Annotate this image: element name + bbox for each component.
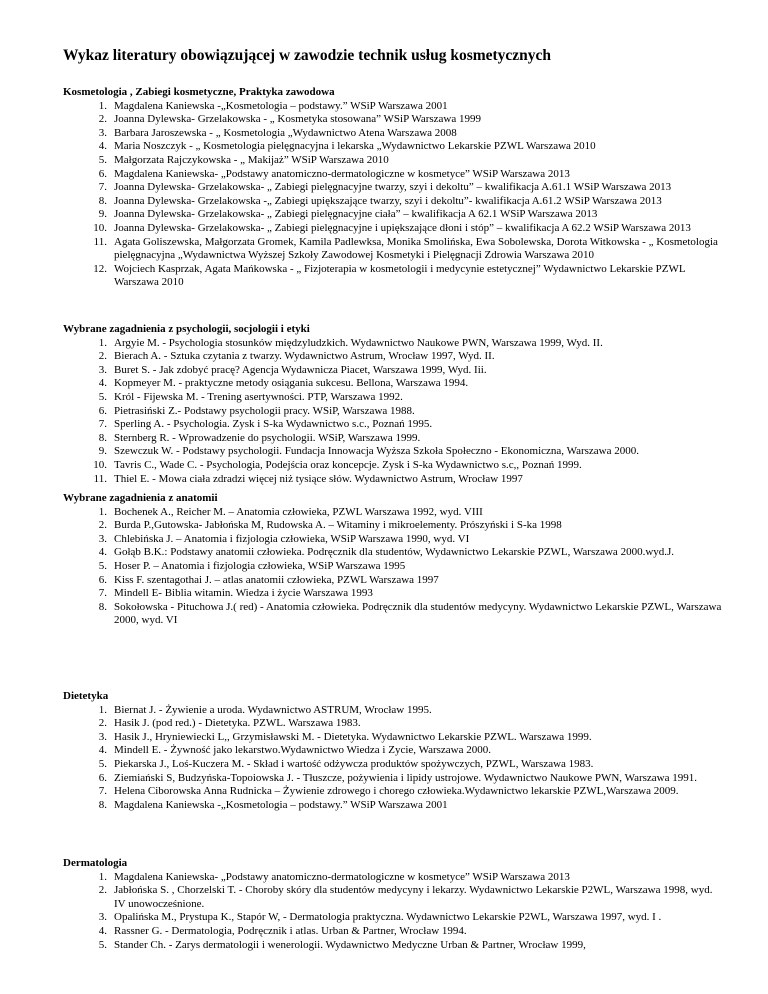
reference-number: 9. <box>98 208 107 221</box>
reference-number: 2. <box>98 113 107 126</box>
reference-text: Magdalena Kaniewska -„Kosmetologia – podstawy.” WSiP Warszawa 2001 <box>114 798 448 811</box>
reference-item <box>63 377 723 391</box>
reference-number: 8. <box>98 194 107 207</box>
reference-item <box>63 459 723 473</box>
reference-number: 4. <box>98 140 107 153</box>
section-title: Wybrane zagadnienia z anatomii <box>63 492 218 504</box>
reference-text: Joanna Dylewska- Grzelakowska- „ Zabiegi pielęgnacyjne i upiększające dłoni i stóp” – kwalifikacja A 62.2 WSiP Warszawa 2013 <box>114 221 691 234</box>
reference-item <box>63 236 723 263</box>
reference-item <box>63 519 723 533</box>
reference-number: 1. <box>98 99 107 112</box>
reference-item <box>63 704 723 718</box>
reference-text: Ziemiański S, Budzyńska-Topoiowska J. - Tłuszcze, pożywienia i lipidy ustrojowe. Wydawnictwo Naukowe PWN, Warszawa 1991. <box>114 771 698 784</box>
reference-item <box>63 222 723 236</box>
reference-text: Jabłońska S. , Chorzelski T. - Choroby skóry dla studentów medycyny i lekarzy. Wydawnictwo Lekarskie P2WL, Warszawa 1998, wyd. IV unowocześnione. <box>114 884 713 910</box>
reference-number: 8. <box>98 431 107 444</box>
reference-item <box>63 337 723 351</box>
reference-number: 3. <box>98 911 107 924</box>
reference-item <box>63 405 723 419</box>
reference-text: Sternberg R. - Wprowadzenie do psychologii. WSiP, Warszawa 1999. <box>114 431 421 444</box>
reference-number: 11. <box>93 472 107 485</box>
reference-number: 7. <box>98 181 107 194</box>
reference-number: 10. <box>93 458 107 471</box>
reference-number: 2. <box>98 717 107 730</box>
reference-list <box>63 871 723 953</box>
section-title: Dermatologia <box>63 857 128 869</box>
reference-item <box>63 445 723 459</box>
reference-list <box>63 337 723 487</box>
reference-item <box>63 263 723 290</box>
reference-text: Thiel E. - Mowa ciała zdradzi więcej niż tysiące słów. Wydawnictwo Astrum, Wrocław 1997 <box>114 472 523 485</box>
reference-text: Bochenek A., Reicher M. – Anatomia człowieka, PZWL Warszawa 1992, wyd. VIII <box>114 505 483 518</box>
reference-text: Maria Noszczyk - „ Kosmetologia pielęgnacyjna i lekarska „Wydawnictwo Lekarskie PZWL Warszawa 2010 <box>114 140 596 153</box>
reference-text: Bierach A. - Sztuka czytania z twarzy. Wydawnictwo Astrum, Wrocław 1997, Wyd. II. <box>114 350 495 363</box>
reference-text: Chlebińska J. – Anatomia i fizjologia człowieka, WSiP Warszawa 1990, wyd. VI <box>114 532 470 545</box>
reference-item <box>63 140 723 154</box>
reference-item <box>63 587 723 601</box>
reference-text: Magdalena Kaniewska- „Podstawy anatomiczno-dermatologiczne w kosmetyce” WSiP Warszawa 2013 <box>114 167 570 180</box>
reference-text: Król - Fijewska M. - Trening asertywności. PTP, Warszawa 1992. <box>114 390 403 403</box>
reference-text: Buret S. - Jak zdobyć pracę? Agencja Wydawnicza Piacet, Warszawa 1999, Wyd. Iii. <box>114 363 487 376</box>
reference-number: 7. <box>98 418 107 431</box>
reference-item <box>63 181 723 195</box>
reference-item <box>63 744 723 758</box>
reference-text: Burda P.,Gutowska- Jabłońska M, Rudowska A. – Witaminy i mikroelementy. Prószyński i S-ka 1998 <box>114 519 562 532</box>
reference-number: 6. <box>98 771 107 784</box>
reference-number: 5. <box>98 757 107 770</box>
reference-item <box>63 884 723 911</box>
reference-text: Sperling A. - Psychologia. Zysk i S-ka Wydawnictwo s.c., Poznań 1995. <box>114 418 433 431</box>
reference-number: 6. <box>98 404 107 417</box>
reference-item <box>63 925 723 939</box>
reference-number: 4. <box>98 924 107 937</box>
reference-number: 5. <box>98 938 107 951</box>
reference-number: 2. <box>98 884 107 897</box>
reference-text: Magdalena Kaniewska- „Podstawy anatomiczno-dermatologiczne w kosmetyce” WSiP Warszawa 2013 <box>114 870 570 883</box>
reference-number: 4. <box>98 546 107 559</box>
reference-number: 1. <box>98 703 107 716</box>
reference-item <box>63 350 723 364</box>
reference-item <box>63 731 723 745</box>
reference-number: 1. <box>98 870 107 883</box>
document-title: Wykaz literatury obowiązującej w zawodzie technik usług kosmetycznych <box>63 47 552 64</box>
reference-item <box>63 364 723 378</box>
reference-item <box>63 391 723 405</box>
reference-text: Kiss F. szentagothai J. – atlas anatomii człowieka, PZWL Warszawa 1997 <box>114 573 439 586</box>
reference-item <box>63 758 723 772</box>
reference-item <box>63 113 723 127</box>
reference-text: Helena Ciborowska Anna Rudnicka – Żywienie zdrowego i chorego człowieka.Wydawnictwo lekarskie PZWL,Warszawa 2009. <box>114 785 679 798</box>
reference-text: Magdalena Kaniewska -„Kosmetologia – podstawy.” WSiP Warszawa 2001 <box>114 99 448 112</box>
reference-item <box>63 799 723 813</box>
reference-text: Piekarska J., Loś-Kuczera M. - Skład i wartość odżywcza produktów spożywczych, PZWL, Warszawa 1983. <box>114 757 594 770</box>
reference-item <box>63 208 723 222</box>
reference-item <box>63 717 723 731</box>
reference-item <box>63 772 723 786</box>
reference-text: Barbara Jaroszewska - „ Kosmetologia „Wydawnictwo Atena Warszawa 2008 <box>114 126 457 139</box>
reference-item <box>63 154 723 168</box>
reference-text: Małgorzata Rajczykowska - „ Makijaż” WSiP Warszawa 2010 <box>114 153 389 166</box>
reference-text: Biernat J. - Żywienie a uroda. Wydawnictwo ASTRUM, Wrocław 1995. <box>114 703 432 716</box>
reference-item <box>63 418 723 432</box>
reference-item <box>63 195 723 209</box>
reference-number: 1. <box>98 336 107 349</box>
reference-number: 3. <box>98 730 107 743</box>
reference-item <box>63 168 723 182</box>
reference-item <box>63 871 723 885</box>
reference-number: 5. <box>98 390 107 403</box>
reference-item <box>63 533 723 547</box>
reference-number: 6. <box>98 573 107 586</box>
section-title: Dietetyka <box>63 690 109 702</box>
reference-number: 2. <box>98 350 107 363</box>
reference-number: 3. <box>98 363 107 376</box>
reference-item <box>63 432 723 446</box>
reference-list <box>63 506 723 628</box>
reference-list <box>63 100 723 290</box>
reference-number: 1. <box>98 505 107 518</box>
reference-number: 4. <box>98 377 107 390</box>
reference-number: 3. <box>98 126 107 139</box>
reference-text: Opalińska M., Prystupa K., Stapór W, - Dermatologia praktyczna. Wydawnictwo Lekarskie P2WL, Warszawa 1997, wyd. I . <box>114 911 662 924</box>
reference-item <box>63 574 723 588</box>
reference-number: 3. <box>98 532 107 545</box>
reference-number: 5. <box>98 153 107 166</box>
reference-text: Joanna Dylewska- Grzelakowska - „ Kosmetyka stosowana” WSiP Warszawa 1999 <box>114 113 482 126</box>
reference-text: Sokołowska - Pituchowa J.( red) - Anatomia człowieka. Podręcznik dla studentów medycyny. Wydawnictwo Lekarskie PZWL, Warszawa 2000, wyd. VI <box>114 600 722 627</box>
literature-section <box>63 857 723 952</box>
reference-item <box>63 785 723 799</box>
reference-text: Agata Goliszewska, Małgorzata Gromek, Kamila Padlewksa, Monika Smolińska, Ewa Sobolewska, Dorota Witkowska - „ Kosmetologia pielęgnacyjna „Wydawnictwa Wyższej Szkoły Zawodowej Kosmetyki i Pielęgnacji Zdrowia Warszawa 2010 <box>114 235 718 262</box>
reference-list <box>63 704 723 813</box>
reference-text: Tavris C., Wade C. - Psychologia, Podejścia oraz koncepcje. Zysk i S-ka Wydawnictwo s.c,, Poznań 1999. <box>114 458 582 471</box>
reference-text: Hasik J. (pod red.) - Dietetyka. PZWL. Warszawa 1983. <box>114 717 361 730</box>
reference-text: Wojciech Kasprzak, Agata Mańkowska - „ Fizjoterapia w kosmetologii i medycynie estetycznej” Wydawnictwo Lekarskie PZWL Warszawa 2010 <box>114 262 686 289</box>
reference-text: Joanna Dylewska- Grzelakowska- „ Zabiegi pielęgnacyjne twarzy, szyi i dekoltu” – kwalifikacja A.61.1 WSiP Warszawa 2013 <box>114 181 672 194</box>
reference-text: Joanna Dylewska- Grzelakowska -„ Zabiegi upiększające twarzy, szyi i dekoltu”- kwalifikacja A.61.2 WSiP Warszawa 2013 <box>114 194 662 207</box>
reference-text: Gołąb B.K.: Podstawy anatomii człowieka. Podręcznik dla studentów, Wydawnictwo Lekarskie PZWL, Warszawa 2000.wyd.J. <box>114 546 675 559</box>
reference-text: Rassner G. - Dermatologia, Podręcznik i atlas. Urban & Partner, Wrocław 1994. <box>114 924 467 937</box>
reference-text: Mindell E- Biblia witamin. Wiedza i życie Warszawa 1993 <box>114 587 373 600</box>
reference-text: Hasik J., Hryniewiecki L,, Grzymisławski M. - Dietetyka. Wydawnictwo Lekarskie PZWL. Warszawa 1999. <box>114 730 592 743</box>
reference-text: Szewczuk W. - Podstawy psychologii. Fundacja Innowacja Wyższa Szkoła Społeczno - Ekonomiczna, Warszawa 2000. <box>114 445 639 458</box>
reference-number: 4. <box>98 744 107 757</box>
reference-item <box>63 601 723 628</box>
reference-item <box>63 939 723 953</box>
reference-item <box>63 560 723 574</box>
reference-number: 8. <box>98 798 107 811</box>
reference-text: Joanna Dylewska- Grzelakowska- „ Zabiegi pielęgnacyjne ciała” – kwalifikacja A 62.1 WSiP Warszawa 2013 <box>114 208 598 221</box>
reference-text: Mindell E. - Żywność jako lekarstwo.Wydawnictwo Wiedza i Zycie, Warszawa 2000. <box>114 744 491 757</box>
literature-section <box>63 323 723 486</box>
reference-number: 12. <box>93 262 107 275</box>
reference-number: 9. <box>98 445 107 458</box>
reference-number: 7. <box>98 785 107 798</box>
reference-number: 11. <box>93 235 107 248</box>
reference-item <box>63 546 723 560</box>
reference-item <box>63 911 723 925</box>
reference-item <box>63 506 723 520</box>
reference-number: 10. <box>93 221 107 234</box>
reference-number: 8. <box>98 600 107 613</box>
reference-number: 6. <box>98 167 107 180</box>
literature-section <box>63 86 723 290</box>
reference-text: Kopmeyer M. - praktyczne metody osiągania sukcesu. Bellona, Warszawa 1994. <box>114 377 469 390</box>
section-title: Kosmetologia , Zabiegi kosmetyczne, Praktyka zawodowa <box>63 86 335 98</box>
reference-number: 7. <box>98 587 107 600</box>
reference-text: Hoser P. – Anatomia i fizjologia człowieka, WSiP Warszawa 1995 <box>114 559 406 572</box>
literature-section <box>63 690 723 812</box>
reference-item <box>63 100 723 114</box>
reference-number: 2. <box>98 519 107 532</box>
literature-section <box>63 492 723 628</box>
reference-number: 5. <box>98 559 107 572</box>
reference-item <box>63 473 723 487</box>
reference-text: Stander Ch. - Zarys dermatologii i wenerologii. Wydawnictwo Medyczne Urban & Partner, Wrocław 1999, <box>114 938 586 951</box>
reference-text: Argyie M. - Psychologia stosunków międzyludzkich. Wydawnictwo Naukowe PWN, Warszawa 1999, Wyd. II. <box>114 336 603 349</box>
reference-text: Pietrasiński Z.- Podstawy psychologii pracy. WSiP, Warszawa 1988. <box>114 404 415 417</box>
reference-item <box>63 127 723 141</box>
section-title: Wybrane zagadnienia z psychologii, socjologii i etyki <box>63 323 310 335</box>
